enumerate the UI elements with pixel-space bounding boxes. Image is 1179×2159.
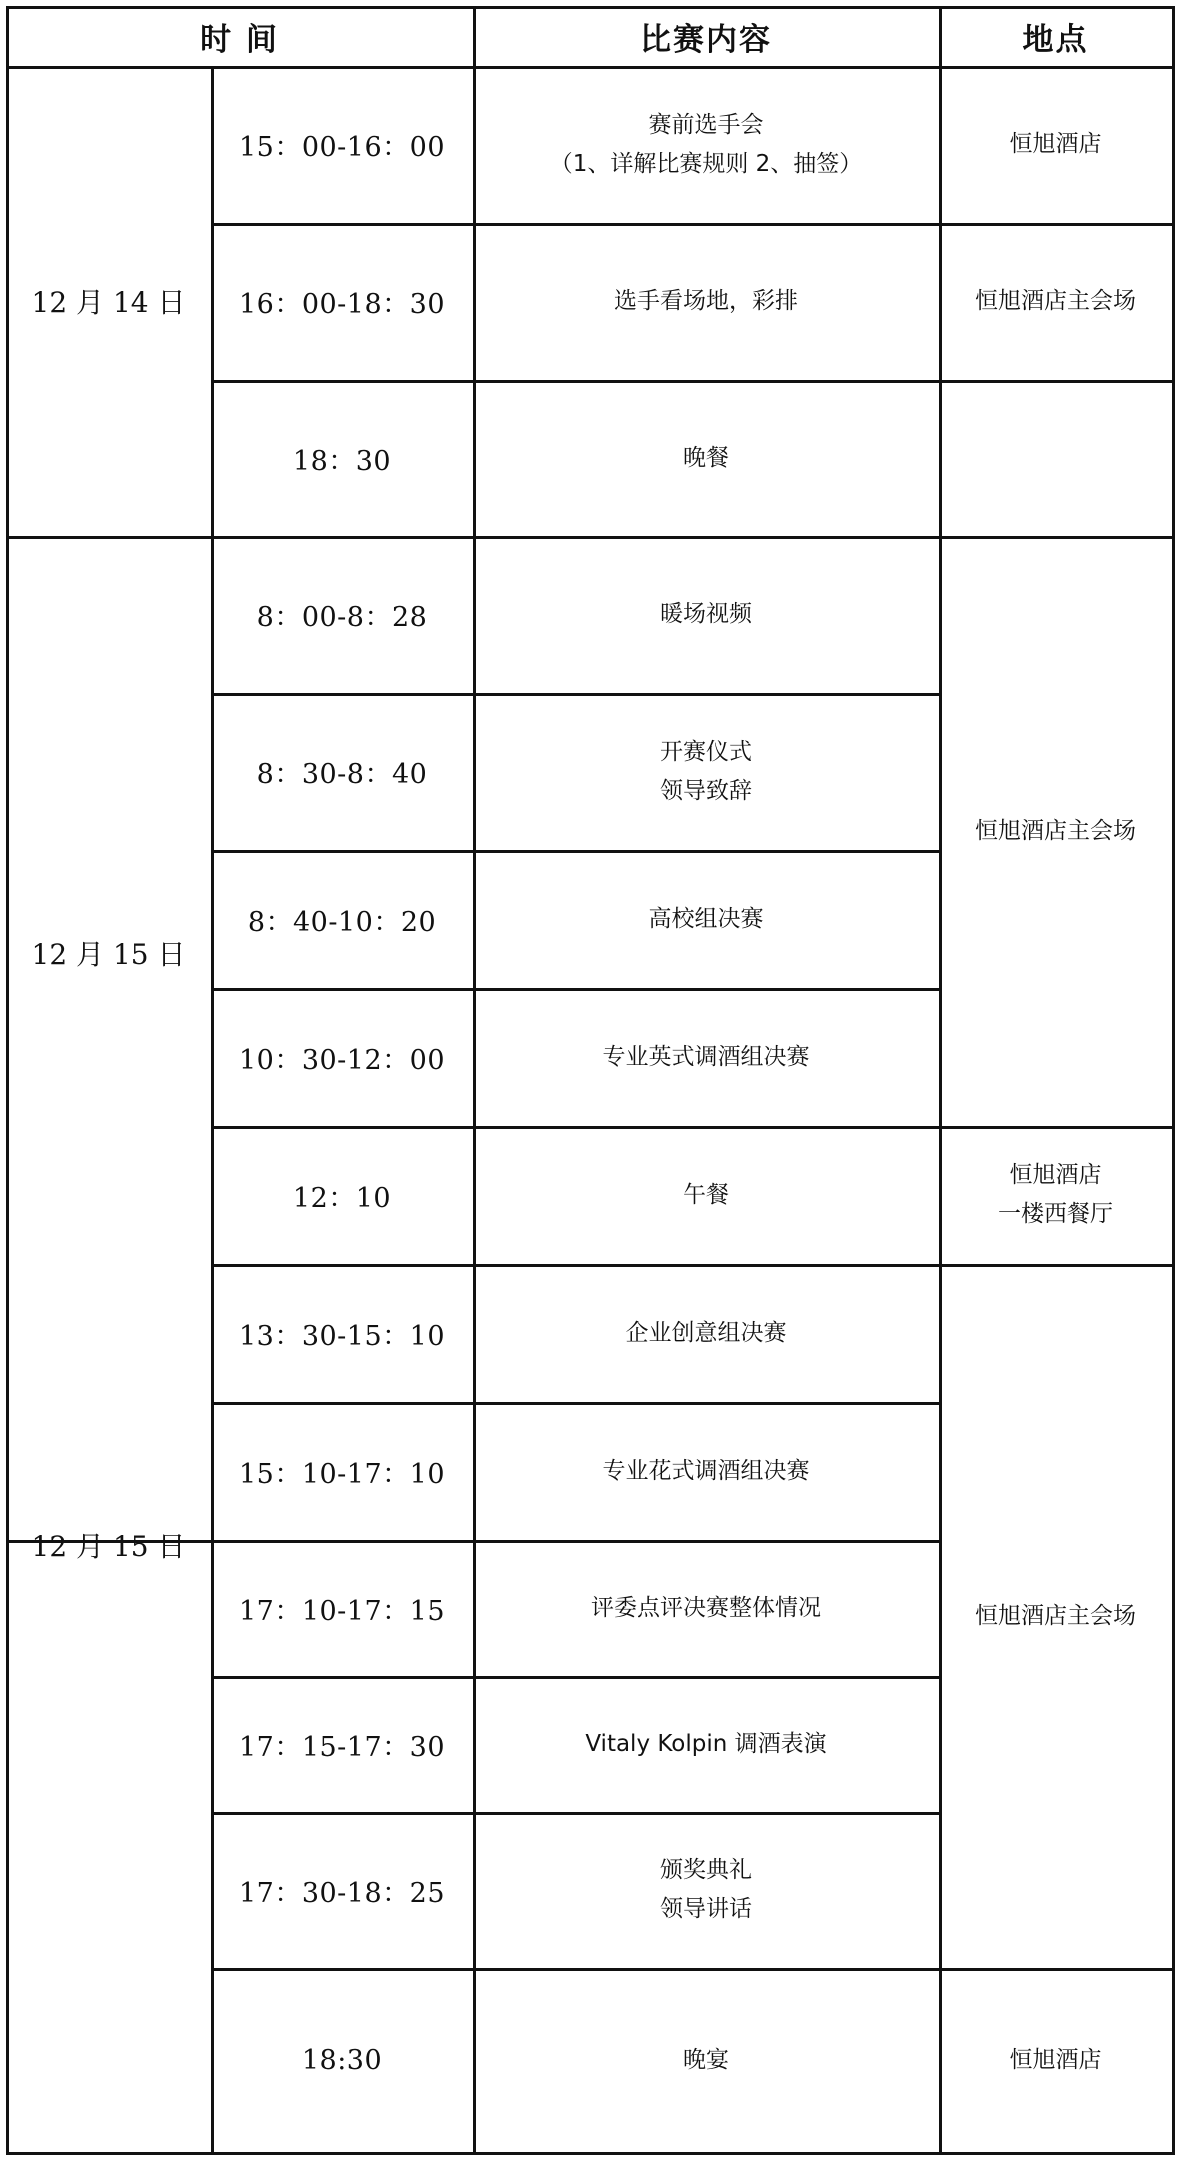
content-line: Vitaly Kolpin 调酒表演 [585, 1730, 827, 1757]
time-cell [211, 1968, 473, 2152]
time-cell [211, 380, 473, 536]
location-line: 恒旭酒店主会场 [975, 817, 1136, 844]
location-line: 恒旭酒店 [1009, 1162, 1102, 1188]
time-cell [211, 1402, 473, 1540]
time-cell [211, 223, 473, 380]
content-line: 颁奖典礼 [660, 1857, 752, 1883]
time-cell [211, 66, 473, 223]
location-line: 一楼西餐厅 [998, 1201, 1113, 1227]
location-cell [939, 536, 1172, 1126]
content-cell [473, 693, 939, 850]
location-cell [939, 66, 1172, 223]
time-label: 18:30 [301, 2044, 383, 2076]
time-label: 17：30-18：25 [238, 1877, 446, 1909]
time-label: 8：00-8：28 [256, 602, 428, 633]
content-cell [473, 380, 939, 536]
time-label: 16：00-18：30 [238, 289, 446, 320]
time-label: 8：30-8：40 [256, 759, 428, 790]
time-cell [211, 536, 473, 693]
time-label: 13：30-15：10 [238, 1320, 446, 1352]
content-cell [473, 66, 939, 223]
content-cell [473, 1968, 939, 2152]
time-cell [211, 1540, 473, 1676]
content-line: 晚宴 [683, 2046, 729, 2073]
time-cell [211, 850, 473, 988]
time-label: 12：10 [292, 1182, 392, 1214]
location-cell [939, 1126, 1172, 1264]
content-line: 企业创意组决赛 [625, 1319, 787, 1346]
header-content [473, 6, 939, 66]
location-cell [939, 223, 1172, 380]
header-time [6, 6, 473, 66]
time-cell [211, 1676, 473, 1812]
time-cell [211, 988, 473, 1126]
date-cell [6, 536, 211, 1370]
content-line: 开赛仪式 [660, 738, 752, 765]
content-line: （1、详解比赛规则 2、抽签） [549, 150, 863, 177]
content-cell [473, 223, 939, 380]
location-line: 恒旭酒店主会场 [975, 1602, 1136, 1629]
location-cell [939, 1264, 1172, 1968]
time-cell [211, 1812, 473, 1968]
content-cell [473, 1402, 939, 1540]
time-cell [211, 1264, 473, 1402]
location-line: 恒旭酒店 [1009, 131, 1102, 157]
content-line: 选手看场地，彩排 [614, 288, 798, 314]
content-line: 评委点评决赛整体情况 [591, 1594, 821, 1621]
time-label: 17：10-17：15 [238, 1595, 446, 1627]
date-label: 12 月 15 日 [31, 938, 186, 971]
date-label: 12 月 15 日 [31, 1530, 186, 1563]
time-label: 15：10-17：10 [238, 1458, 446, 1490]
time-label: 18：30 [292, 445, 392, 477]
time-label: 17：15-17：30 [238, 1731, 446, 1763]
header-location [939, 6, 1172, 66]
date-cell [6, 1370, 211, 1720]
header-location-label: 地点 [1022, 21, 1089, 58]
content-line: 领导致辞 [660, 777, 752, 804]
location-line: 恒旭酒店 [1009, 2046, 1102, 2073]
time-cell [211, 693, 473, 850]
content-cell [473, 536, 939, 693]
content-line: 专业花式调酒组决赛 [602, 1457, 810, 1484]
content-cell [473, 1264, 939, 1402]
time-label: 10：30-12：00 [238, 1044, 446, 1076]
content-line: 高校组决赛 [648, 905, 764, 932]
header-content-label: 比赛内容 [640, 21, 772, 58]
content-line: 领导讲话 [660, 1896, 752, 1922]
content-line: 晚餐 [683, 444, 729, 471]
content-line: 午餐 [683, 1181, 729, 1208]
date-cell [6, 66, 211, 536]
content-line: 赛前选手会 [648, 111, 764, 138]
time-label: 8：40-10：20 [247, 906, 437, 938]
content-cell [473, 1812, 939, 1968]
location-cell [939, 380, 1172, 536]
content-cell [473, 1676, 939, 1812]
location-cell [939, 1968, 1172, 2152]
time-cell [211, 1126, 473, 1264]
content-line: 暖场视频 [660, 601, 752, 627]
content-cell [473, 988, 939, 1126]
location-line: 恒旭酒店主会场 [975, 288, 1136, 314]
date-label: 12 月 14 日 [31, 286, 186, 319]
content-cell [473, 1126, 939, 1264]
header-time-label: 时 间 [200, 21, 279, 58]
time-label: 15：00-16：00 [238, 132, 446, 163]
content-line: 专业英式调酒组决赛 [602, 1043, 810, 1070]
table-border-right [1172, 6, 1175, 2155]
content-cell [473, 1540, 939, 1676]
content-cell [473, 850, 939, 988]
table-border-bottom [6, 2152, 1175, 2155]
